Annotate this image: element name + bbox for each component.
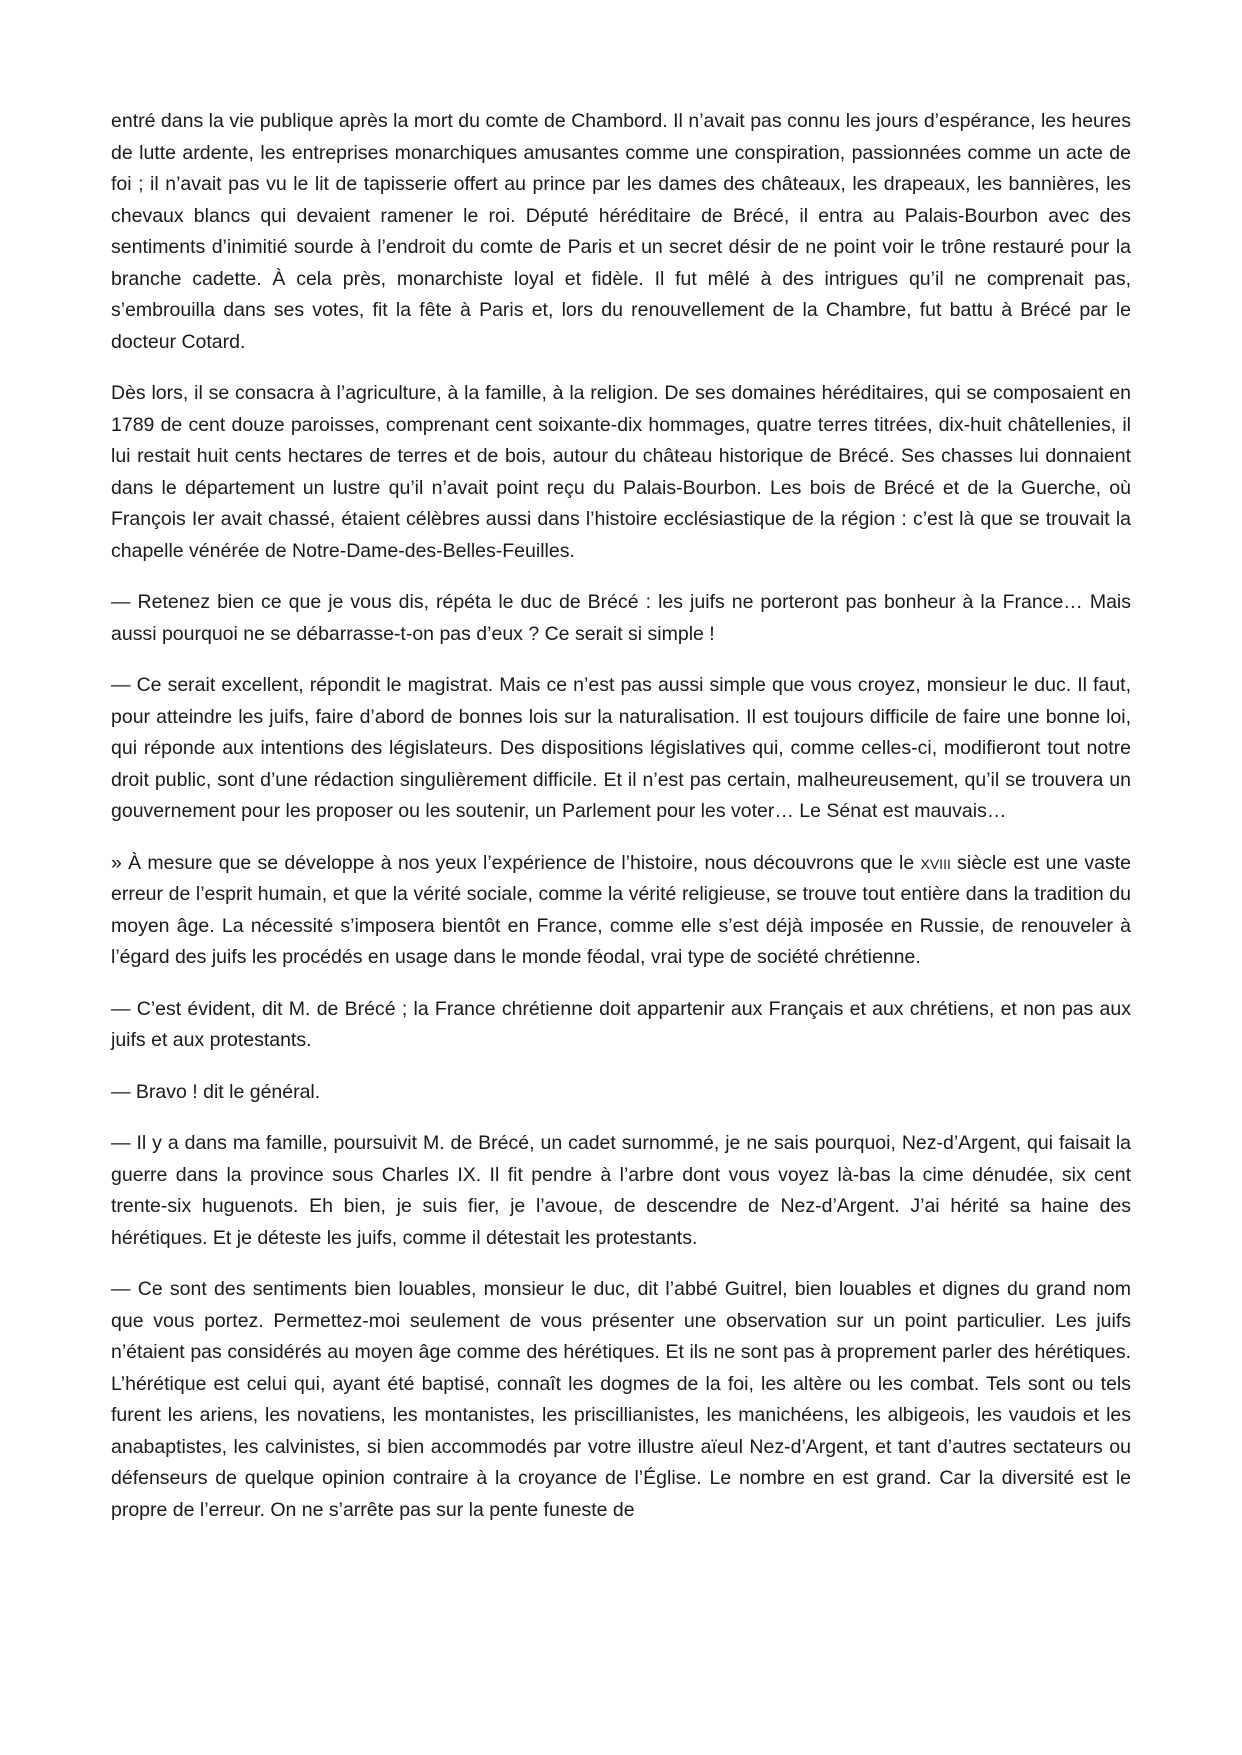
paragraph-5-part-2: siècle est une vaste erreur de l’esprit humain, et que la vérité sociale, comme la vérité religieuse, se trouve tout entière dans la tradition du moyen âge. La nécessité s’imposera bientôt en France, comme elle s’est déjà imposée en Russie, de renouveler à l’égard des juifs les procédés en usage dans le monde féodal, vrai type de société chrétienne. — [111, 851, 1131, 968]
paragraph-3: — Retenez bien ce que je vous dis, répéta le duc de Brécé : les juifs ne porteront pas bonheur à la France… Mais aussi pourquoi ne se débarrasse-t-on pas d’eux ? Ce serait si simple ! — [111, 591, 1131, 645]
paragraph-7: — Bravo ! dit le général. — [111, 1080, 321, 1103]
paragraph-5-part-1: » À mesure que se développe à nos yeux l’expérience de l’histoire, nous découvrons que le — [111, 851, 921, 874]
paragraph-8: — Il y a dans ma famille, poursuivit M. de Brécé, un cadet surnommé, je ne sais pourquoi, Nez-d’Argent, qui faisait la guerre dans la province sous Charles IX. Il fit pendre à l’arbre dont vous voyez là-bas la cime dénudée, six cent trente-six huguenots. Eh bien, je suis fier, je l’avoue, de descendre de Nez-d’Argent. J’ai hérité sa haine des hérétiques. Et je déteste les juifs, comme il détestait les protestants. — [111, 1132, 1131, 1249]
century-smallcaps: xviii — [920, 851, 951, 874]
paragraph-4: — Ce serait excellent, répondit le magistrat. Mais ce n’est pas aussi simple que vous croyez, monsieur le duc. Il faut, pour atteindre les juifs, faire d’abord de bonnes lois sur la naturalisation. Il est toujours difficile de faire une bonne loi, qui réponde aux intentions des législateurs. Des dispositions législatives qui, comme celles-ci, modifieront tout notre droit public, sont d’une rédaction singulièrement difficile. Et il n’est pas certain, malheureusement, qu’il se trouvera un gouvernement pour les proposer ou les soutenir, un Parlement pour les voter… Le Sénat est mauvais… — [111, 674, 1131, 822]
paragraph-9: — Ce sont des sentiments bien louables, monsieur le duc, dit l’abbé Guitrel, bien louables et dignes du grand nom que vous portez. Permettez-moi seulement de vous présenter une observation sur un point particulier. Les juifs n’étaient pas considérés au moyen âge comme des hérétiques. Et ils ne sont pas à proprement parler des hérétiques. L’hérétique est celui qui, ayant été baptisé, connaît les dogmes de la foi, les altère ou les combat. Tels sont ou tels furent les ariens, les novatiens, les montanistes, les priscillianistes, les manichéens, les albigeois, les vaudois et les anabaptistes, les calvinistes, si bien accommodés par votre illustre aïeul Nez-d’Argent, et tant d’autres sectateurs ou défenseurs de quelque opinion contraire à la croyance de l’Église. Le nombre en est grand. Car la diversité est le propre de l’erreur. On ne s’arrête pas sur la pente funeste de — [111, 1278, 1131, 1521]
document-page — [111, 106, 1131, 1526]
paragraph-5 — [111, 848, 1131, 974]
paragraph-2: Dès lors, il se consacra à l’agriculture, à la famille, à la religion. De ses domaines héréditaires, qui se composaient en 1789 de cent douze paroisses, comprenant cent soixante-dix hommages, quatre terres titrées, dix-huit châtellenies, il lui restait huit cents hectares de terres et de bois, autour du château historique de Brécé. Ses chasses lui donnaient dans le département un lustre qu’il n’avait point reçu du Palais-Bourbon. Les bois de Brécé et de la Guerche, où François Ier avait chassé, étaient célèbres aussi dans l’histoire ecclésiastique de la région : c’est là que se trouvait la chapelle vénérée de Notre-Dame-des-Belles-Feuilles. — [111, 382, 1131, 562]
paragraph-6: — C’est évident, dit M. de Brécé ; la France chrétienne doit appartenir aux Français et aux chrétiens, et non pas aux juifs et aux protestants. — [111, 997, 1131, 1051]
paragraph-1: entré dans la vie publique après la mort du comte de Chambord. Il n’avait pas connu les jours d’espérance, les heures de lutte ardente, les entreprises monarchiques amusantes comme une conspiration, passionnées comme un acte de foi ; il n’avait pas vu le lit de tapisserie offert au prince par les dames des châteaux, les drapeaux, les bannières, les chevaux blancs qui devaient ramener le roi. Député héréditaire de Brécé, il entra au Palais-Bourbon avec des sentiments d’inimitié sourde à l’endroit du comte de Paris et un secret désir de ne point voir le trône restauré pour la branche cadette. À cela près, monarchiste loyal et fidèle. Il fut mêlé à des intrigues qu’il ne comprenait pas, s’embrouilla dans ses votes, fit la fête à Paris et, lors du renouvellement de la Chambre, fut battu à Brécé par le docteur Cotard. — [111, 110, 1131, 353]
